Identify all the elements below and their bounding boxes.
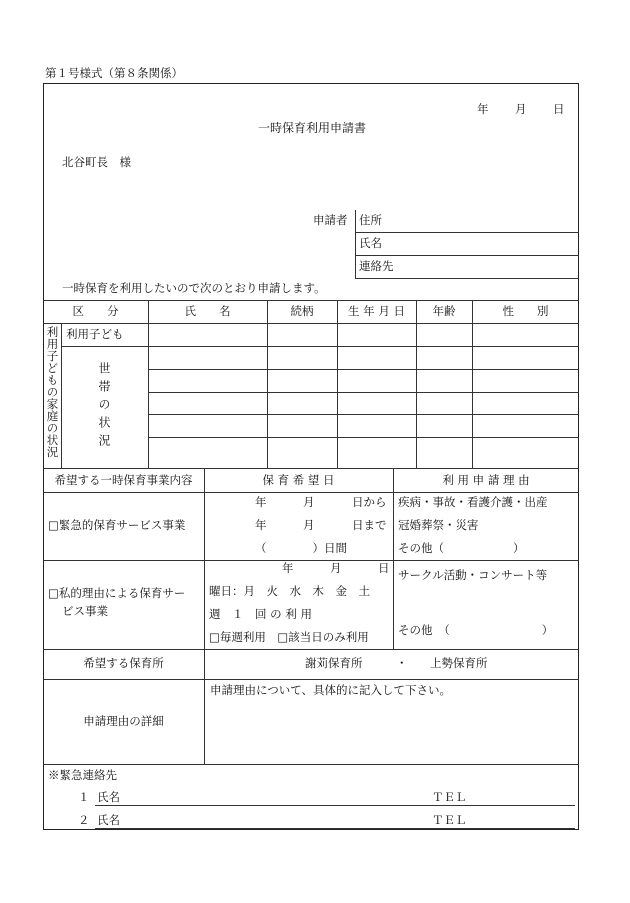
contact-2-tel-label: ＴＥＬ — [432, 813, 467, 827]
child-row-label: 利用子ども — [66, 327, 124, 341]
header-birthdate: 生 年 月 日 — [348, 304, 405, 318]
applicant-name-label: 氏名 — [359, 236, 382, 250]
private-year: 年 — [282, 561, 294, 575]
header-service: 希望する一時保育事業内容 — [54, 473, 193, 487]
emergency-from-year: 年 — [255, 495, 267, 509]
reason-detail-instruction: 申請理由について、具体的に記入して下さい。 — [210, 683, 452, 697]
form-number-label: 第１号様式（第８条関係） — [45, 66, 183, 80]
date-month: 月 — [515, 102, 527, 116]
date-year: 年 — [477, 102, 489, 116]
header-name: 氏 名 — [184, 304, 231, 318]
emergency-reason-1: 疾病・事故・看護介護・出産 — [398, 495, 548, 509]
contact-2-name-label: 氏名 — [97, 813, 120, 827]
date-day: 日 — [553, 102, 565, 116]
header-age: 年齢 — [432, 304, 456, 318]
contact-1-name-label: 氏名 — [97, 790, 120, 804]
private-options[interactable]: □毎週利用 □該当日のみ利用 — [209, 630, 369, 644]
header-reason: 利 用 申 請 理 由 — [442, 473, 530, 487]
contact-1-tel-label: ＴＥＬ — [432, 790, 467, 804]
emergency-to-month: 月 — [303, 518, 315, 532]
private-month: 月 — [330, 561, 342, 575]
private-service-label-2: ビス事業 — [62, 604, 108, 618]
header-date: 保 育 希 望 日 — [262, 473, 335, 487]
nursery-option-2[interactable]: 上勢保育所 — [430, 656, 488, 670]
emergency-duration: （ ）日間 — [255, 541, 347, 555]
private-service-option[interactable]: □私的理由による保育サー — [48, 586, 186, 600]
emergency-from-day: 日から — [352, 495, 387, 509]
household-label: 世帯の状況 — [97, 362, 111, 452]
nursery-separator: ・ — [396, 656, 408, 670]
contact-1-number: １ — [78, 790, 90, 804]
emergency-to-year: 年 — [255, 518, 267, 532]
applicant-address-label: 住所 — [359, 213, 382, 227]
applicant-label: 申請者 — [313, 213, 348, 227]
nursery-option-1[interactable]: 謝苅保育所 — [305, 656, 363, 670]
contact-1-underline[interactable] — [95, 805, 575, 806]
header-category: 区 分 — [72, 304, 119, 318]
emergency-from-month: 月 — [303, 495, 315, 509]
header-gender: 性 別 — [502, 304, 549, 318]
addressee: 北谷町長 様 — [62, 155, 131, 169]
private-reason-2: その他 （ ） — [398, 623, 554, 637]
reason-detail-label: 申請理由の詳細 — [83, 714, 164, 728]
emergency-reason-3: その他（ ） — [398, 541, 525, 555]
applicant-contact-label: 連絡先 — [359, 259, 394, 273]
private-day: 日 — [378, 561, 390, 575]
emergency-service-option[interactable]: □緊急的保育サービス事業 — [48, 518, 186, 532]
contact-2-underline[interactable] — [95, 828, 575, 829]
nursery-label: 希望する保育所 — [83, 656, 164, 670]
emergency-to-day: 日まで — [352, 518, 387, 532]
header-relation: 続柄 — [290, 304, 314, 318]
form-title: 一時保育利用申請書 — [258, 121, 367, 135]
private-weekly: 週 １ 回 の 利 用 — [209, 607, 312, 621]
contact-2-number: ２ — [78, 813, 90, 827]
emergency-contact-label: ※緊急連絡先 — [48, 768, 117, 782]
intro-text: 一時保育を利用したいので次のとおり申請します。 — [62, 281, 326, 295]
family-section-label: 利用子どもの家庭の状況 — [45, 326, 60, 458]
private-reason-1: サークル活動・コンサート等 — [398, 568, 548, 582]
private-weekdays: 曜日：月 火 水 木 金 土 — [209, 584, 370, 598]
emergency-reason-2: 冠婚葬祭・災害 — [398, 518, 479, 532]
